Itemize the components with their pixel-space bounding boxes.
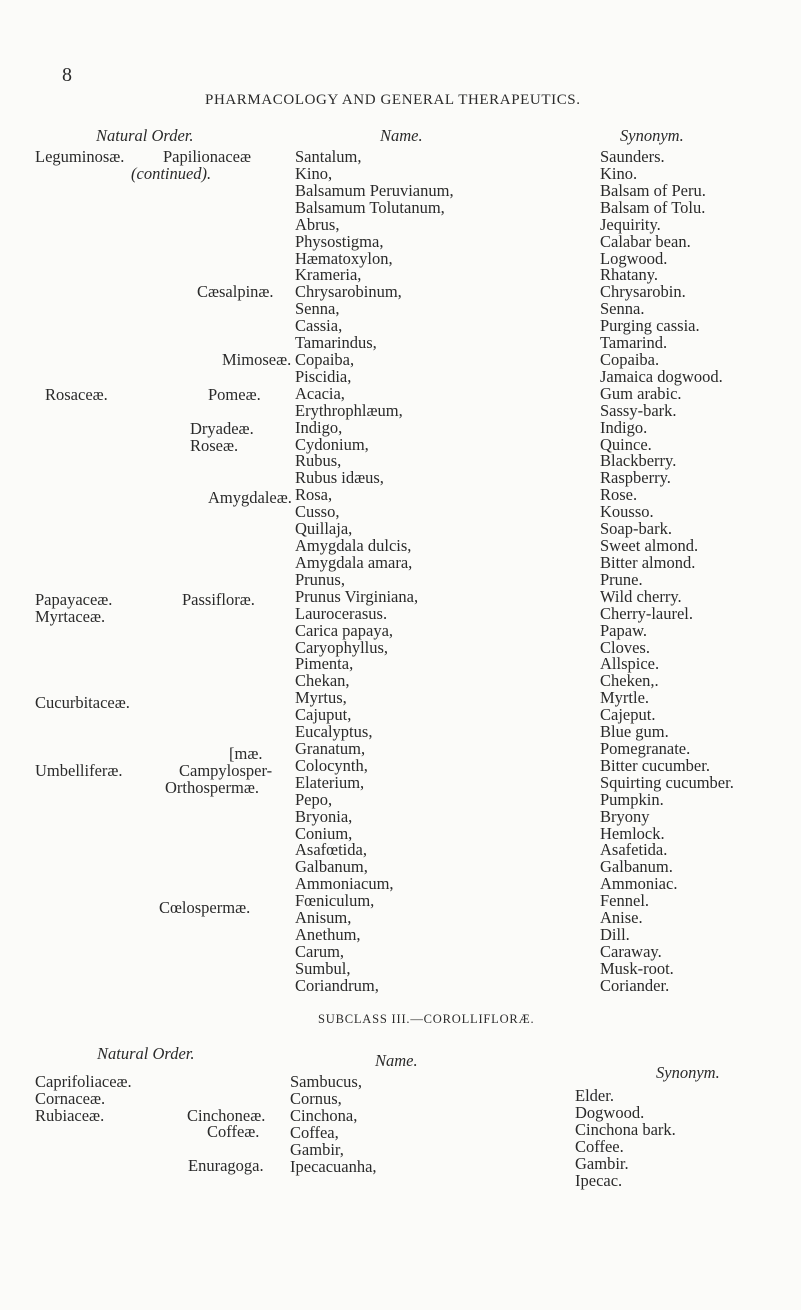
synonym: Bitter almond. bbox=[600, 553, 696, 572]
family-label: Enuragoga. bbox=[188, 1156, 264, 1175]
subclass-heading: SUBCLASS III.—COROLLIFLORÆ. bbox=[318, 1012, 535, 1026]
synonym: Jequirity. bbox=[600, 215, 661, 234]
synonym: Fennel. bbox=[600, 891, 650, 910]
drug-name: Coffea, bbox=[290, 1123, 339, 1142]
drug-name: Granatum, bbox=[295, 739, 366, 758]
synonym: Senna. bbox=[600, 299, 645, 318]
synonym: Dogwood. bbox=[575, 1103, 645, 1122]
drug-name: Cinchona, bbox=[290, 1106, 358, 1125]
synonym: Ipecac. bbox=[575, 1171, 623, 1190]
page-number: 8 bbox=[62, 64, 72, 86]
order-label: Umbelliferæ. bbox=[35, 761, 123, 780]
drug-name: Elaterium, bbox=[295, 773, 365, 792]
synonym: Caraway. bbox=[600, 942, 662, 961]
synonym: Copaiba. bbox=[600, 350, 660, 369]
synonym: Asafetida. bbox=[600, 840, 668, 859]
synonym: Raspberry. bbox=[600, 468, 671, 487]
drug-name: Amygdala amara, bbox=[295, 553, 413, 572]
synonym: Cajeput. bbox=[600, 705, 656, 724]
header-name: Name. bbox=[380, 126, 423, 145]
drug-name: Cornus, bbox=[290, 1089, 342, 1108]
running-head: PHARMACOLOGY AND GENERAL THERAPEUTICS. bbox=[205, 92, 581, 108]
synonym: Sweet almond. bbox=[600, 536, 699, 555]
family-label: Roseæ. bbox=[190, 436, 239, 455]
drug-name: Cajuput, bbox=[295, 705, 352, 724]
drug-name: Kino, bbox=[295, 164, 333, 183]
synonym: Wild cherry. bbox=[600, 587, 682, 606]
synonym: Blue gum. bbox=[600, 722, 669, 741]
synonym: Logwood. bbox=[600, 249, 668, 268]
drug-name: Chrysarobinum, bbox=[295, 282, 402, 301]
order-label: Leguminosæ. bbox=[35, 147, 125, 166]
drug-name: Piscidia, bbox=[295, 367, 352, 386]
family-label: Mimoseæ. bbox=[222, 350, 292, 369]
drug-name: Laurocerasus. bbox=[295, 604, 388, 623]
synonym: Coriander. bbox=[600, 976, 670, 995]
order-label: Caprifoliaceæ. bbox=[35, 1072, 132, 1091]
drug-name: Copaiba, bbox=[295, 350, 355, 369]
synonym: Sassy-bark. bbox=[600, 401, 677, 420]
synonym: Coffee. bbox=[575, 1137, 624, 1156]
synonym: Bitter cucumber. bbox=[600, 756, 710, 775]
synonym: Cherry-laurel. bbox=[600, 604, 693, 623]
drug-name: Anisum, bbox=[295, 908, 352, 927]
drug-name: Conium, bbox=[295, 824, 353, 843]
drug-name: Prunus Virginiana, bbox=[295, 587, 419, 606]
drug-name: Acacia, bbox=[295, 384, 345, 403]
family-label: Cœlospermæ. bbox=[159, 898, 251, 917]
synonym: Papaw. bbox=[600, 621, 648, 640]
drug-name: Krameria, bbox=[295, 265, 362, 284]
drug-name: Anethum, bbox=[295, 925, 361, 944]
drug-name: Carica papaya, bbox=[295, 621, 394, 640]
order-label: Cucurbitaceæ. bbox=[35, 693, 130, 712]
drug-name: Abrus, bbox=[295, 215, 340, 234]
drug-name: Colocynth, bbox=[295, 756, 368, 775]
header-name-2: Name. bbox=[375, 1051, 418, 1070]
synonym: Jamaica dogwood. bbox=[600, 367, 723, 386]
synonym: Musk-root. bbox=[600, 959, 674, 978]
drug-name: Indigo, bbox=[295, 418, 343, 437]
drug-name: Eucalyptus, bbox=[295, 722, 373, 741]
synonym: Purging cassia. bbox=[600, 316, 700, 335]
drug-name: Galbanum, bbox=[295, 857, 368, 876]
synonym: Indigo. bbox=[600, 418, 648, 437]
synonym: Gum arabic. bbox=[600, 384, 682, 403]
synonym: Balsam of Peru. bbox=[600, 181, 706, 200]
synonym: Tamarind. bbox=[600, 333, 668, 352]
synonym: Kousso. bbox=[600, 502, 654, 521]
drug-name: Cydonium, bbox=[295, 435, 369, 454]
family-fragment: [mæ. bbox=[229, 744, 263, 763]
order-label: Myrtaceæ. bbox=[35, 607, 106, 626]
drug-name: Coriandrum, bbox=[295, 976, 379, 995]
synonym: Blackberry. bbox=[600, 451, 677, 470]
drug-name: Pimenta, bbox=[295, 654, 354, 673]
drug-name: Balsamum Peruvianum, bbox=[295, 181, 454, 200]
drug-name: Senna, bbox=[295, 299, 340, 318]
synonym: Rhatany. bbox=[600, 265, 659, 284]
family-label: Pomeæ. bbox=[208, 385, 261, 404]
synonym: Galbanum. bbox=[600, 857, 673, 876]
synonym: Hemlock. bbox=[600, 824, 665, 843]
family-label: Dryadeæ. bbox=[190, 419, 254, 438]
order-label: Rubiaceæ. bbox=[35, 1106, 105, 1125]
family-label: Passifloræ. bbox=[182, 590, 255, 609]
drug-name: Prunus, bbox=[295, 570, 345, 589]
synonym: Prune. bbox=[600, 570, 643, 589]
synonym: Pumpkin. bbox=[600, 790, 664, 809]
synonym: Cinchona bark. bbox=[575, 1120, 676, 1139]
synonym: Kino. bbox=[600, 164, 638, 183]
drug-name: Sumbul, bbox=[295, 959, 351, 978]
family-label: Cinchoneæ. bbox=[187, 1106, 266, 1125]
synonym: Elder. bbox=[575, 1086, 614, 1105]
synonym: Pomegranate. bbox=[600, 739, 691, 758]
drug-name: Tamarindus, bbox=[295, 333, 377, 352]
header-synonym: Synonym. bbox=[620, 126, 684, 145]
drug-name: Cusso, bbox=[295, 502, 340, 521]
drug-name: Erythrophlæum, bbox=[295, 401, 403, 420]
synonym: Quince. bbox=[600, 435, 652, 454]
drug-name: Sambucus, bbox=[290, 1072, 362, 1091]
drug-name: Chekan, bbox=[295, 671, 350, 690]
drug-name: Caryophyllus, bbox=[295, 638, 389, 657]
drug-name: Myrtus, bbox=[295, 688, 347, 707]
synonym: Myrtle. bbox=[600, 688, 650, 707]
family-label: Cæsalpinæ. bbox=[197, 282, 274, 301]
drug-name: Amygdala dulcis, bbox=[295, 536, 412, 555]
drug-name: Rosa, bbox=[295, 485, 333, 504]
drug-name: Pepo, bbox=[295, 790, 333, 809]
family-label: Papilionaceæ bbox=[163, 147, 251, 166]
drug-name: Rubus, bbox=[295, 451, 342, 470]
drug-name: Cassia, bbox=[295, 316, 343, 335]
family-note: (continued). bbox=[131, 164, 212, 183]
drug-name: Asafœtida, bbox=[295, 840, 367, 859]
drug-name: Bryonia, bbox=[295, 807, 353, 826]
synonym: Chrysarobin. bbox=[600, 282, 686, 301]
family-label: Amygdaleæ. bbox=[208, 488, 292, 507]
synonym: Dill. bbox=[600, 925, 630, 944]
drug-name: Gambir, bbox=[290, 1140, 344, 1159]
drug-name: Hæmatoxylon, bbox=[295, 249, 393, 268]
header-synonym-2: Synonym. bbox=[656, 1063, 720, 1082]
header-natural-order: Natural Order. bbox=[96, 126, 194, 145]
order-label: Cornaceæ. bbox=[35, 1089, 106, 1108]
header-natural-order-2: Natural Order. bbox=[97, 1044, 195, 1063]
drug-name: Ammoniacum, bbox=[295, 874, 394, 893]
drug-name: Carum, bbox=[295, 942, 345, 961]
drug-name: Physostigma, bbox=[295, 232, 384, 251]
synonym: Soap-bark. bbox=[600, 519, 672, 538]
synonym: Saunders. bbox=[600, 147, 665, 166]
synonym: Calabar bean. bbox=[600, 232, 691, 251]
drug-name: Fœniculum, bbox=[295, 891, 375, 910]
order-label: Papayaceæ. bbox=[35, 590, 113, 609]
drug-name: Rubus idæus, bbox=[295, 468, 384, 487]
synonym: Bryony bbox=[600, 807, 650, 826]
drug-name: Santalum, bbox=[295, 147, 362, 166]
family-label: Campylosper- bbox=[179, 761, 273, 780]
synonym: Anise. bbox=[600, 908, 643, 927]
synonym: Ammoniac. bbox=[600, 874, 678, 893]
family-label: Orthospermæ. bbox=[165, 778, 259, 797]
synonym: Squirting cucumber. bbox=[600, 773, 734, 792]
drug-name: Balsamum Tolutanum, bbox=[295, 198, 445, 217]
synonym: Balsam of Tolu. bbox=[600, 198, 706, 217]
synonym: Cheken,. bbox=[600, 671, 659, 690]
drug-name: Ipecacuanha, bbox=[290, 1157, 377, 1176]
synonym: Allspice. bbox=[600, 654, 660, 673]
synonym: Rose. bbox=[600, 485, 638, 504]
synonym: Cloves. bbox=[600, 638, 650, 657]
family-label: Coffeæ. bbox=[207, 1122, 260, 1141]
drug-name: Quillaja, bbox=[295, 519, 353, 538]
order-label: Rosaceæ. bbox=[45, 385, 108, 404]
synonym: Gambir. bbox=[575, 1154, 629, 1173]
